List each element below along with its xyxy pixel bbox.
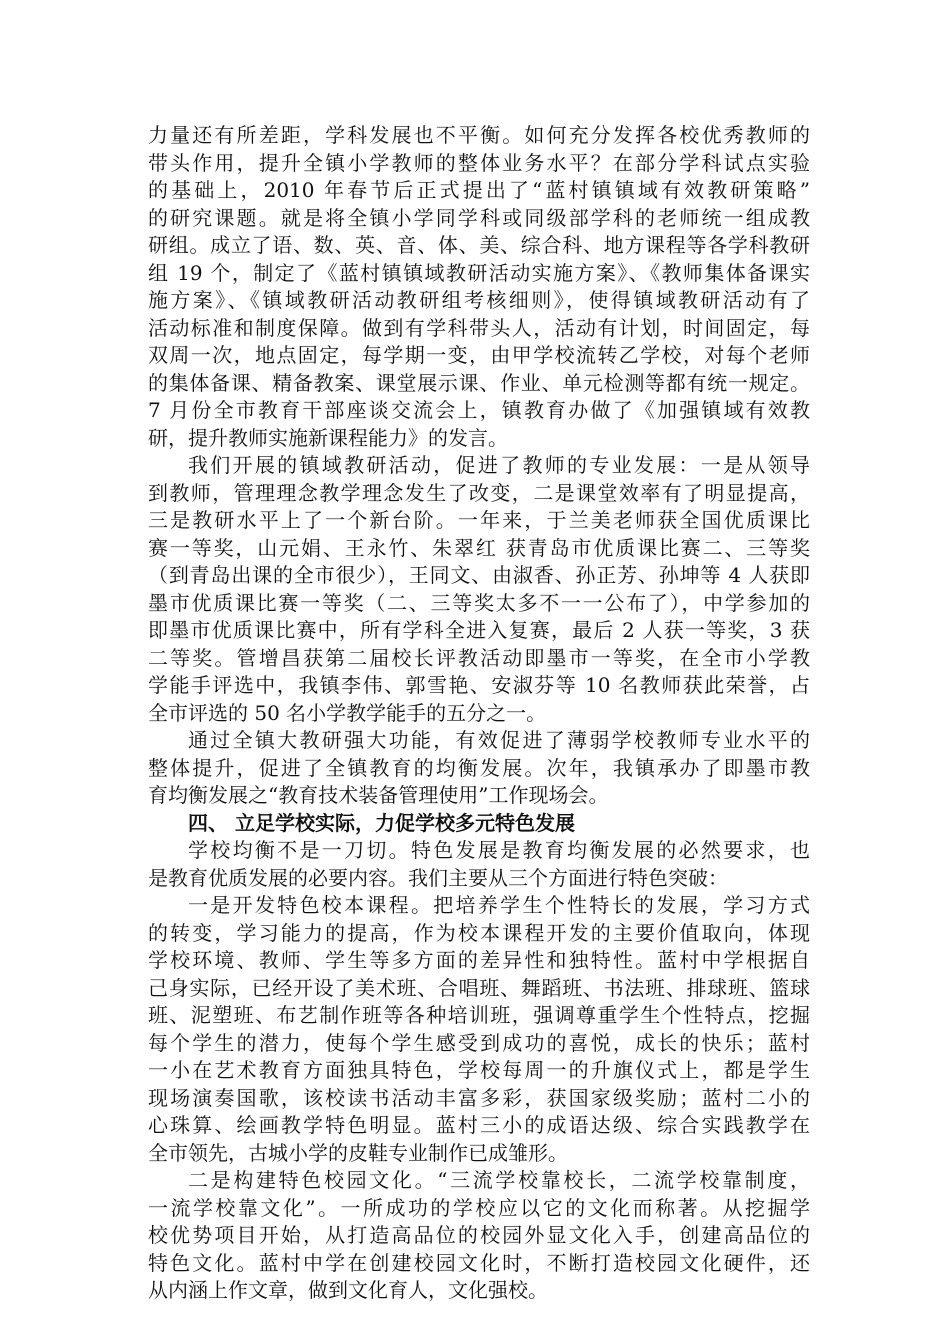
text-line: 特色文化。蓝村中学在创建校园文化时，不断打造校园文化硬件，还: [148, 1250, 810, 1275]
text-line: 一是开发特色校本课程。把培养学生个性特长的发展，学习方式: [188, 893, 810, 917]
text-line: 学能手评选中，我镇李伟、郭雪艳、安淑芬等 10 名教师获此荣誉，占: [148, 673, 810, 697]
paragraph: [148, 122, 810, 452]
text-line: 班、泥塑班、布艺制作班等各种培训班，强调尊重学生个性特点，挖掘: [148, 1003, 810, 1027]
text-line: 二是构建特色校园文化。“三流学校靠校长，二流学校靠制度，: [188, 1168, 810, 1192]
text-line: 全市领先，古城小学的皮鞋专业制作已成雏形。: [148, 1140, 568, 1165]
text-line: 的集体备课、精备教案、课堂展示课、作业、单元检测等都有统一规定。: [148, 370, 810, 395]
text-line: 心珠算、绘画教学特色明显。蓝村三小的成语达级、综合实践教学在: [148, 1113, 810, 1137]
text-line: 从内涵上作文章，做到文化育人，文化强校。: [148, 1278, 548, 1302]
paragraph: [148, 452, 810, 727]
text-line: 通过全镇大教研强大功能，有效促进了薄弱学校教师专业水平的: [188, 728, 810, 752]
text-line: （到青岛出课的全市很少），王同文、由淑香、孙正芳、孙坤等 4 人获即: [148, 563, 810, 587]
text-line: 学校均衡不是一刀切。特色发展是教育均衡发展的必然要求，也: [188, 838, 810, 862]
section-heading: [148, 810, 810, 838]
paragraph: [148, 892, 810, 1167]
text-line: 双周一次，地点固定，每学期一变，由甲学校流转乙学校，对每个老师: [148, 343, 810, 367]
text-line: 是教育优质发展的必要内容。我们主要从三个方面进行特色突破：: [148, 865, 728, 890]
text-line: 校优势项目开始，从打造高品位的校园外显文化入手，创建高品位的: [148, 1223, 810, 1247]
text-line: 组 19 个，制定了《蓝村镇镇域教研活动实施方案》、《教师集体备课实: [148, 260, 810, 285]
text-line: 到教师，管理理念教学理念发生了改变，二是课堂效率有了明显提高，: [148, 480, 810, 505]
text-line: 活动标准和制度保障。做到有学科带头人，活动有计划，时间固定，每: [148, 315, 810, 340]
text-line: 一流学校靠文化”。一所成功的学校应以它的文化而称著。从挖掘学: [148, 1195, 810, 1220]
text-line: 带头作用，提升全镇小学教师的整体业务水平？在部分学科试点实验: [148, 150, 810, 175]
text-line: 赛一等奖，山元娟、王永竹、朱翠红 获青岛市优质课比赛二、三等奖: [148, 535, 810, 560]
text-line: 二等奖。管增昌获第二届校长评教活动即墨市一等奖，在全市小学教: [148, 645, 810, 670]
text-line: 我们开展的镇域教研活动，促进了教师的专业发展：一是从领导: [188, 453, 810, 477]
text-line: 7 月份全市教育干部座谈交流会上，镇教育办做了《加强镇域有效教: [148, 398, 810, 422]
paragraph: [148, 727, 810, 810]
text-line: 研组。成立了语、数、英、音、体、美、综合科、地方课程等各学科教研: [148, 233, 810, 257]
text-line: 一小在艺术教育方面独具特色，学校每周一的升旗仪式上，都是学生: [148, 1058, 810, 1082]
text-line: 力量还有所差距，学科发展也不平衡。如何充分发挥各校优秀教师的: [148, 123, 810, 147]
text-line: 的基础上，2010 年春节后正式提出了“蓝村镇镇域有效教研策略”: [148, 178, 810, 202]
text-line: 施方案》、《镇域教研活动教研组考核细则》，使得镇域教研活动有了: [148, 288, 810, 312]
text-line: 墨市优质课比赛一等奖（二、三等奖太多不一一公布了），中学参加的: [148, 590, 810, 615]
text-line: 整体提升，促进了全镇教育的均衡发展。次年，我镇承办了即墨市教: [148, 755, 810, 780]
text-line: 育均衡发展之“教育技术装备管理使用”工作现场会。: [148, 783, 609, 807]
text-line: 学校环境、教师、学生等多方面的差异性和独特性。蓝村中学根据自: [148, 948, 810, 972]
text-line: 四、 立足学校实际，力促学校多元特色发展: [188, 810, 575, 835]
text-line: 研，提升教师实施新课程能力》的发言。: [148, 425, 508, 450]
paragraph: [148, 1167, 810, 1305]
text-line: 三是教研水平上了一个新台阶。一年来，于兰美老师获全国优质课比: [148, 508, 810, 532]
text-line: 的转变，学习能力的提高，作为校本课程开发的主要价值取向，体现: [148, 920, 810, 945]
text-line: 的研究课题。就是将全镇小学同学科或同级部学科的老师统一组成教: [148, 205, 810, 230]
paragraph: [148, 837, 810, 892]
text-line: 即墨市优质课比赛中，所有学科全进入复赛，最后 2 人获一等奖，3 获: [148, 618, 810, 642]
document-page: [148, 122, 810, 1305]
text-line: 每个学生的潜力，使每个学生感受到成功的喜悦，成长的快乐；蓝村: [148, 1030, 810, 1055]
text-line: 全市评选的 50 名小学教学能手的五分之一。: [148, 700, 547, 725]
text-line: 己身实际，已经开设了美术班、合唱班、舞蹈班、书法班、排球班、篮球: [148, 975, 810, 1000]
text-line: 现场演奏国歌，该校读书活动丰富多彩，获国家级奖励；蓝村二小的: [148, 1085, 810, 1110]
